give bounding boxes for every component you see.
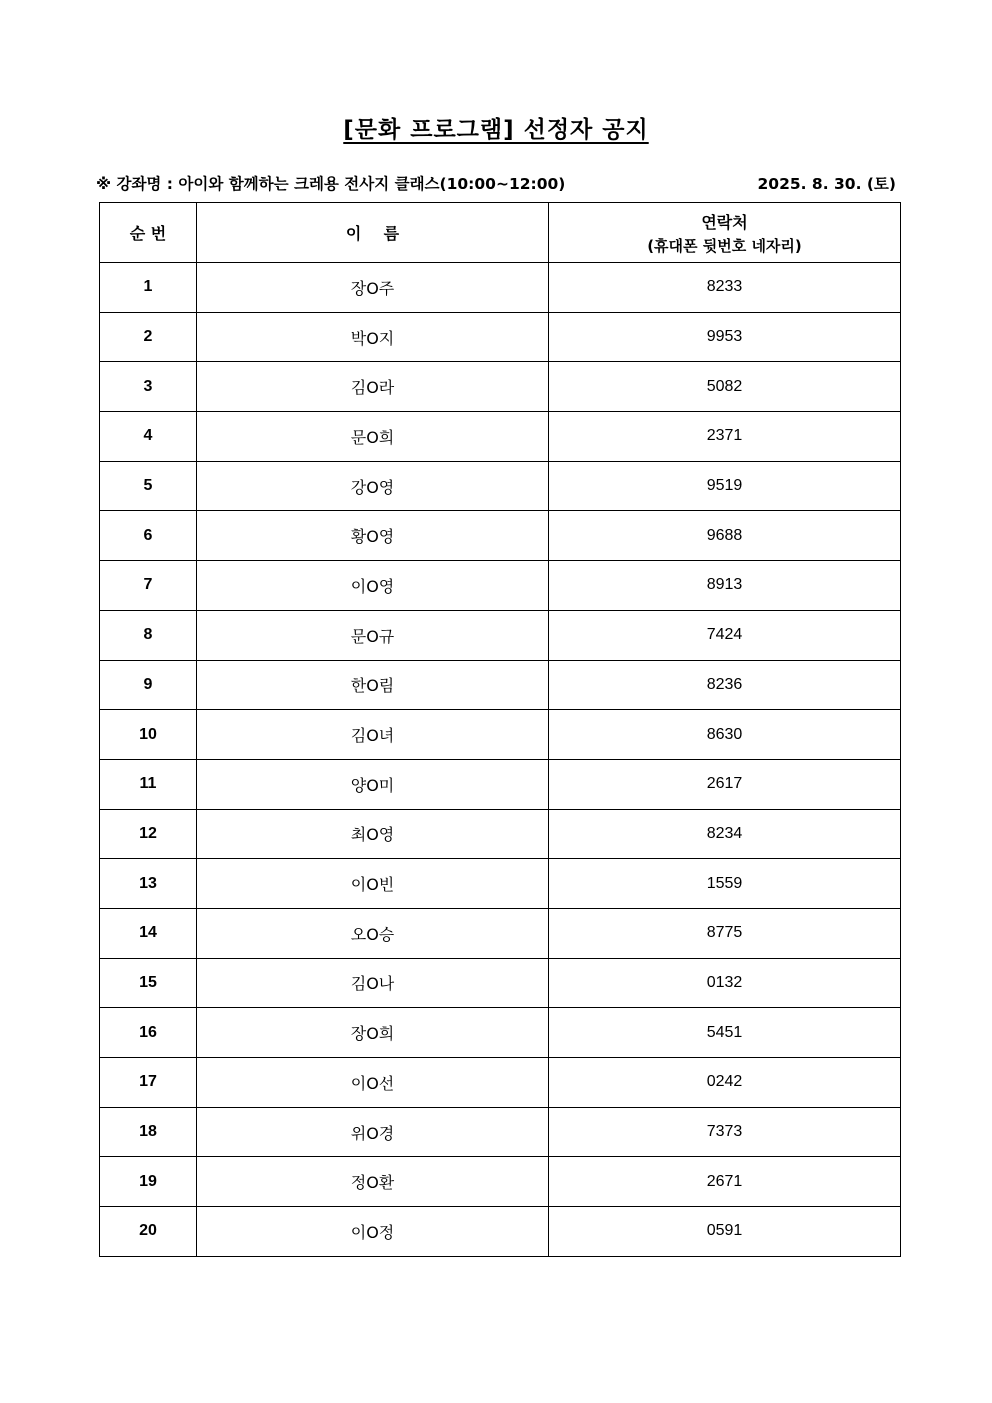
row-number: 17 bbox=[100, 1058, 197, 1108]
row-phone: 0242 bbox=[549, 1058, 901, 1108]
table-row bbox=[100, 1107, 901, 1157]
header-number: 순 번 bbox=[100, 203, 197, 263]
row-number: 18 bbox=[100, 1107, 197, 1157]
course-info-line bbox=[96, 172, 896, 196]
table-row bbox=[100, 958, 901, 1008]
row-name: 이O정 bbox=[197, 1207, 549, 1257]
row-number: 9 bbox=[100, 660, 197, 710]
row-name: 김O나 bbox=[197, 958, 549, 1008]
table-row bbox=[100, 908, 901, 958]
row-phone: 7424 bbox=[549, 610, 901, 660]
row-name: 황O영 bbox=[197, 511, 549, 561]
table-row bbox=[100, 561, 901, 611]
header-contact-label: 연락처 bbox=[701, 212, 748, 232]
row-name: 한O림 bbox=[197, 660, 549, 710]
selected-participants-table bbox=[99, 202, 901, 1257]
row-phone: 8775 bbox=[549, 908, 901, 958]
row-number: 15 bbox=[100, 958, 197, 1008]
table-row bbox=[100, 412, 901, 462]
header-name bbox=[197, 203, 549, 263]
row-name: 문O희 bbox=[197, 412, 549, 462]
row-phone: 2617 bbox=[549, 759, 901, 809]
row-name: 최O영 bbox=[197, 809, 549, 859]
row-number: 19 bbox=[100, 1157, 197, 1207]
header-contact-sublabel: (휴대폰 뒷번호 네자리) bbox=[647, 236, 802, 255]
row-name: 장O희 bbox=[197, 1008, 549, 1058]
row-number: 1 bbox=[100, 263, 197, 313]
row-phone: 0591 bbox=[549, 1207, 901, 1257]
row-phone: 9519 bbox=[549, 461, 901, 511]
table-row bbox=[100, 1157, 901, 1207]
row-number: 14 bbox=[100, 908, 197, 958]
row-phone: 7373 bbox=[549, 1107, 901, 1157]
course-name: ※ 강좌명 : 아이와 함께하는 크레용 전사지 클래스(10:00~12:00) bbox=[96, 175, 566, 193]
header-contact bbox=[549, 203, 901, 263]
row-name: 강O영 bbox=[197, 461, 549, 511]
table-row bbox=[100, 809, 901, 859]
row-number: 8 bbox=[100, 610, 197, 660]
row-number: 11 bbox=[100, 759, 197, 809]
table-row bbox=[100, 660, 901, 710]
row-name: 김O라 bbox=[197, 362, 549, 412]
row-name: 장O주 bbox=[197, 263, 549, 313]
row-name: 김O녀 bbox=[197, 710, 549, 760]
row-phone: 8630 bbox=[549, 710, 901, 760]
row-number: 20 bbox=[100, 1207, 197, 1257]
row-phone: 2371 bbox=[549, 412, 901, 462]
row-name: 박O지 bbox=[197, 312, 549, 362]
row-number: 7 bbox=[100, 561, 197, 611]
header-name-label: 이 름 bbox=[345, 224, 400, 243]
row-name: 오O승 bbox=[197, 908, 549, 958]
row-number: 16 bbox=[100, 1008, 197, 1058]
document-title: [문화 프로그램] 선정자 공지 bbox=[343, 117, 649, 143]
table-row bbox=[100, 511, 901, 561]
row-number: 6 bbox=[100, 511, 197, 561]
row-number: 3 bbox=[100, 362, 197, 412]
row-phone: 8236 bbox=[549, 660, 901, 710]
row-name: 위O경 bbox=[197, 1107, 549, 1157]
row-phone: 8233 bbox=[549, 263, 901, 313]
row-phone: 1559 bbox=[549, 859, 901, 909]
row-phone: 5082 bbox=[549, 362, 901, 412]
row-name: 정O환 bbox=[197, 1157, 549, 1207]
table-row bbox=[100, 312, 901, 362]
row-name: 문O규 bbox=[197, 610, 549, 660]
table-row bbox=[100, 263, 901, 313]
row-number: 5 bbox=[100, 461, 197, 511]
table-row bbox=[100, 710, 901, 760]
document-title-wrap bbox=[0, 111, 992, 144]
table-row bbox=[100, 1207, 901, 1257]
row-number: 2 bbox=[100, 312, 197, 362]
row-phone: 9688 bbox=[549, 511, 901, 561]
row-number: 4 bbox=[100, 412, 197, 462]
row-phone: 9953 bbox=[549, 312, 901, 362]
table-row bbox=[100, 1058, 901, 1108]
row-name: 이O빈 bbox=[197, 859, 549, 909]
table-row bbox=[100, 461, 901, 511]
table-row bbox=[100, 859, 901, 909]
row-number: 12 bbox=[100, 809, 197, 859]
notice-date: 2025. 8. 30. (토) bbox=[757, 175, 896, 193]
table-row bbox=[100, 1008, 901, 1058]
row-phone: 8234 bbox=[549, 809, 901, 859]
table-header-row bbox=[100, 203, 901, 263]
row-name: 이O선 bbox=[197, 1058, 549, 1108]
row-phone: 0132 bbox=[549, 958, 901, 1008]
row-phone: 5451 bbox=[549, 1008, 901, 1058]
table-row bbox=[100, 362, 901, 412]
row-number: 10 bbox=[100, 710, 197, 760]
row-phone: 2671 bbox=[549, 1157, 901, 1207]
row-phone: 8913 bbox=[549, 561, 901, 611]
table-row bbox=[100, 759, 901, 809]
row-number: 13 bbox=[100, 859, 197, 909]
table-row bbox=[100, 610, 901, 660]
row-name: 이O영 bbox=[197, 561, 549, 611]
row-name: 양O미 bbox=[197, 759, 549, 809]
